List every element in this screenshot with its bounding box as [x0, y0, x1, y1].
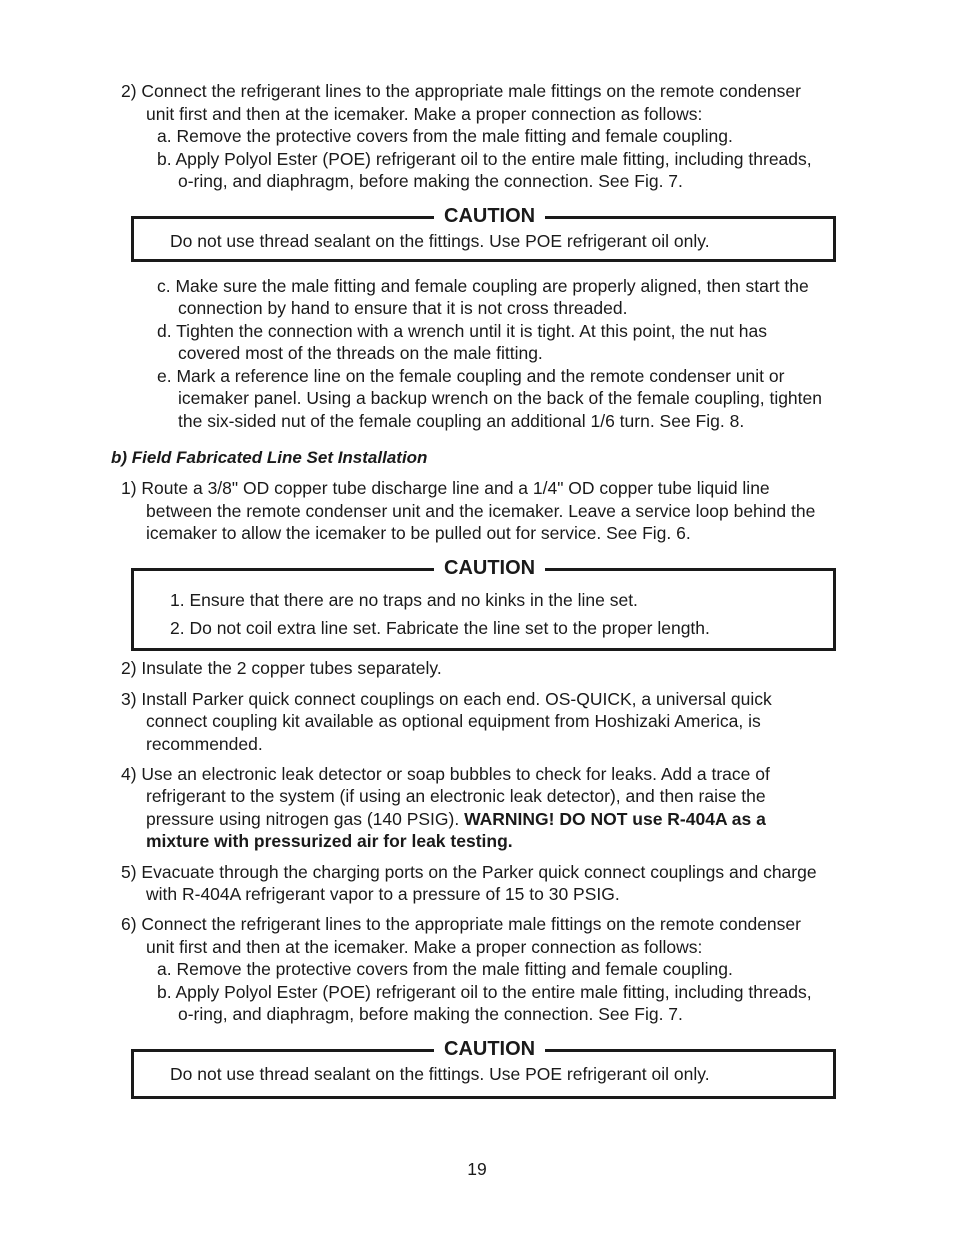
item-6a: a. Remove the protective covers from the male fitting and female coupling.: [157, 959, 733, 979]
item-5-line-1: 5) Evacuate through the charging ports on the Parker quick connect couplings and charge: [121, 862, 817, 882]
warning-text: WARNING! DO NOT use R-404A as a: [464, 809, 766, 829]
item-4-line-3-text: pressure using nitrogen gas (140 PSIG).: [146, 809, 465, 829]
item-3-line-1: 3) Install Parker quick connect couplings on each end. OS-QUICK, a universal quick: [121, 689, 772, 709]
page-number: 19: [467, 1159, 487, 1179]
step-d-line-1: d. Tighten the connection with a wrench until it is tight. At this point, the nut has: [157, 321, 767, 341]
step-e-line-3: the six-sided nut of the female coupling an additional 1/6 turn. See Fig. 8.: [178, 411, 745, 431]
step-e-line-2: icemaker panel. Using a backup wrench on the back of the female coupling, tighten: [178, 388, 822, 408]
caution-title: CAUTION: [434, 203, 545, 229]
item-6-line-1: 6) Connect the refrigerant lines to the appropriate male fittings on the remote condenser: [121, 914, 801, 934]
item-1-line-1: 1) Route a 3/8" OD copper tube discharge line and a 1/4" OD copper tube liquid line: [121, 478, 770, 498]
item-2: 2) Insulate the 2 copper tubes separately.: [121, 658, 442, 678]
caution-line-2: 2. Do not coil extra line set. Fabricate the line set to the proper length.: [170, 618, 710, 638]
item-3-line-2: connect coupling kit available as optional equipment from Hoshizaki America, is: [146, 711, 761, 731]
item-6b-line-2: o-ring, and diaphragm, before making the connection. See Fig. 7.: [178, 1004, 683, 1024]
item-4-line-1: 4) Use an electronic leak detector or soap bubbles to check for leaks. Add a trace of: [121, 764, 770, 784]
item-4-line-3: [146, 808, 766, 830]
warning-text-cont: mixture with pressurized air for leak testing.: [146, 831, 513, 851]
section-heading: b) Field Fabricated Line Set Installation: [111, 448, 428, 467]
step-2b-line-2: o-ring, and diaphragm, before making the connection. See Fig. 7.: [178, 171, 683, 191]
caution-title: CAUTION: [434, 555, 545, 581]
caution-box-3: [131, 1038, 836, 1099]
item-4-line-2: refrigerant to the system (if using an electronic leak detector), and then raise the: [146, 786, 766, 806]
caution-box-2: [131, 557, 836, 651]
step-2-line-1: 2) Connect the refrigerant lines to the appropriate male fittings on the remote condenser: [121, 81, 801, 101]
step-2-line-2: unit first and then at the icemaker. Make a proper connection as follows:: [146, 104, 703, 124]
item-5-line-2: with R-404A refrigerant vapor to a pressure of 15 to 30 PSIG.: [146, 884, 620, 904]
item-6b-line-1: b. Apply Polyol Ester (POE) refrigerant oil to the entire male fitting, including threads,: [157, 982, 812, 1002]
item-3-line-3: recommended.: [146, 734, 263, 754]
step-e-line-1: e. Mark a reference line on the female coupling and the remote condenser unit or: [157, 366, 785, 386]
step-2b-line-1: b. Apply Polyol Ester (POE) refrigerant oil to the entire male fitting, including threads,: [157, 149, 812, 169]
step-c-line-1: c. Make sure the male fitting and female coupling are properly aligned, then start the: [157, 276, 809, 296]
step-c-line-2: connection by hand to ensure that it is not cross threaded.: [178, 298, 628, 318]
caution-text: Do not use thread sealant on the fittings. Use POE refrigerant oil only.: [170, 1064, 710, 1084]
caution-text: Do not use thread sealant on the fittings. Use POE refrigerant oil only.: [170, 231, 710, 251]
caution-title: CAUTION: [434, 1036, 545, 1062]
caution-box-1: [131, 205, 836, 262]
item-6-line-2: unit first and then at the icemaker. Make a proper connection as follows:: [146, 937, 703, 957]
caution-line-1: 1. Ensure that there are no traps and no kinks in the line set.: [170, 590, 638, 610]
step-2a: a. Remove the protective covers from the male fitting and female coupling.: [157, 126, 733, 146]
item-1-line-2: between the remote condenser unit and the icemaker. Leave a service loop behind the: [146, 501, 816, 521]
step-d-line-2: covered most of the threads on the male fitting.: [178, 343, 543, 363]
item-1-line-3: icemaker to allow the icemaker to be pulled out for service. See Fig. 6.: [146, 523, 691, 543]
